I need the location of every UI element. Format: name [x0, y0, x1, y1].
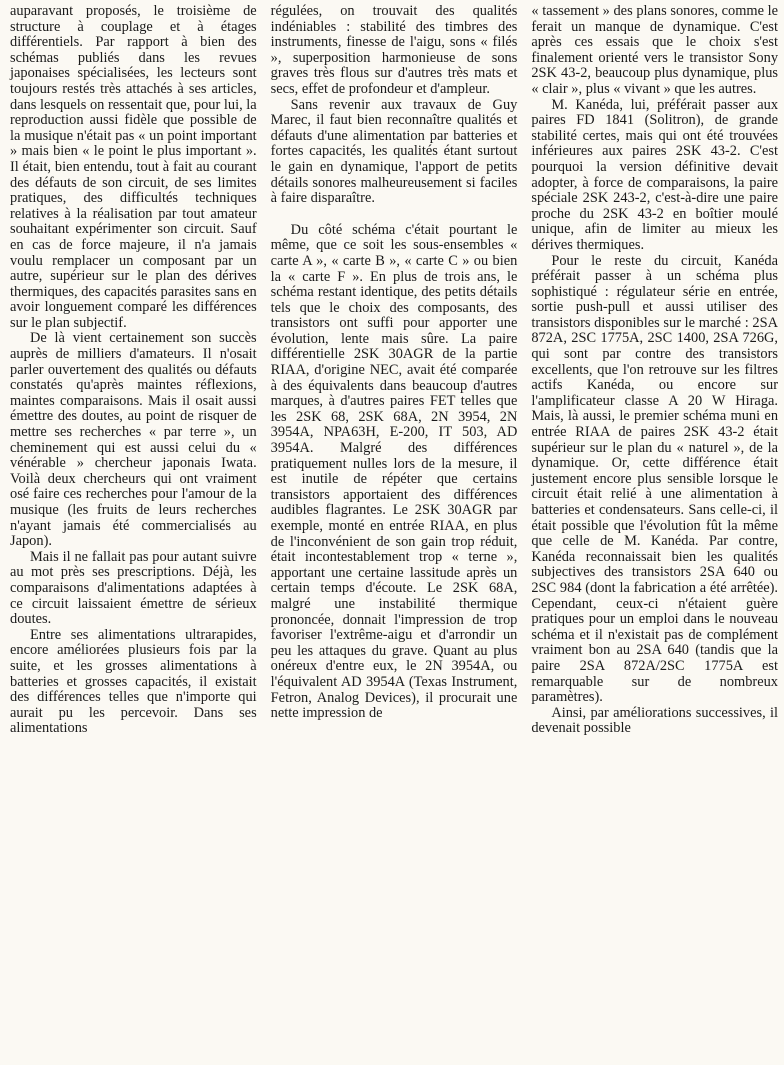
paragraph: Pour le reste du circuit, Kanéda préférait passer à un schéma plus sophistiqué : régulateur série en entrée, sortie push-pull et aussi utiliser des transistors disponibles sur le marché : 2SA 872A, 2SC 1775A, 2SC 1400, 2SA 726G, qui sont par contre des transistors excellents, que l'on retrouve sur les filtres actifs Kanéda, ou encore sur l'amplificateur classe A 20 W Hiraga. Mais, là aussi, le premier schéma muni en entrée RIAA de paires 2SK 43-2 était supérieur sur le plan du « naturel », de la dynamique. Or, cette différence était justement encore plus sensible lorsque le circuit était relié à une alimentation à batteries et condensateurs. Sans celle-ci, il était possible que l'évolution fût la même que celle de M. Kanéda. Par contre, Kanéda reconnaissait bien les qualités subjectives des transistors 2SA 640 ou 2SC 984 (dont la fabrication a été arrêtée). Cependant, ceux-ci n'étaient guère pratiques pour un emploi dans le nouveau schéma et il n'existait pas de complément vraiment bon au 2SA 640 (tandis que la paire 2SA 872A/2SC 1775A est remarquable sur de nombreux paramètres). — [531, 252, 779, 706]
paragraph: Du côté schéma c'était pourtant le même, que ce soit les sous-ensembles « carte A », « carte B », « carte C » ou bien la « carte F ». En plus de trois ans, le schéma restant identique, des petits détails tels que le choix des composants, des transistors ont suffi pour apporter une évolution, lente mais sûre. La paire différentielle 2SK 30AGR de la partie RIAA, d'origine NEC, avait été comparée à des équivalents dans beaucoup d'autres marques, à d'autres paires FET telles que les 2SK 68, 2SK 68A, 2N 3954, 2N 3954A, NPA63H, E-200, IT 503, AD 3954A. Malgré des différences pratiquement nulles lors de la mesure, il est inutile de répéter que certains transistors apportaient des différences audibles flagrantes. Le 2SK 30AGR par exemple, monté en entrée RIAA, en plus de l'inconvénient de son gain trop réduit, était incontestablement trop « terne », apportant une certaine lassitude après un certain temps d'écoute. Le 2SK 68A, malgré une instabilité thermique prononcée, donnait l'impression de trop favoriser l'extrême-aigu et d'arrondir un peu les attaques du grave. Quant au plus onéreux d'entre eux, le 2N 3954A, ou l'équivalent AD 3954A (Texas Instrument, Fetron, Analog Devices), il procurait une nette impression de — [270, 221, 518, 722]
paragraph: Entre ses alimentations ultrarapides, encore améliorées plusieurs fois par la suite, et les grosses alimentations à batteries et grosses capacités, il existait des différences telles que n'importe qui aurait pu les percevoir. Dans ses alimentations — [10, 626, 257, 737]
text-columns — [10, 4, 778, 1065]
paragraph: Sans revenir aux travaux de Guy Marec, il faut bien reconnaître qualités et défauts d'une alimentation par batteries et fortes capacités, les qualités étant surtout le gain en dynamique, l'apport de petits détails sonores malheureusement si faciles à faire disparaître. — [270, 96, 518, 207]
paragraph: Mais il ne fallait pas pour autant suivre au mot près ses prescriptions. Déjà, les comparaisons d'alimentations adaptées à ce circuit laissaient émettre de sérieux doutes. — [10, 548, 257, 628]
column-3 — [531, 4, 778, 1065]
paragraph: régulées, on trouvait des qualités indéniables : stabilité des timbres des instruments, finesse de l'aigu, sons « filés », superposition harmonieuse de sons graves très flous sur d'autres très mats et secs, effet de profondeur et d'ampleur. — [270, 3, 518, 97]
paragraph: M. Kanéda, lui, préférait passer aux paires FD 1841 (Solitron), de grande stabilité certes, mais qui ont été trouvées inférieures aux paires 2SK 43-2. C'est pourquoi la version définitive devait adopter, à force de comparaisons, la paire spéciale 2SK 243-2, c'est-à-dire une paire proche du 2SK 43-2 en boîtier moulé unique, afin de limiter au mieux les dérives thermiques. — [531, 96, 779, 253]
column-1 — [10, 4, 257, 1065]
paragraph: De là vient certainement son succès auprès de milliers d'amateurs. Il n'osait parler ouvertement des qualités ou défauts constatés qu'après maintes réflexions, maintes comparaisons. Mais il osait aussi émettre des doutes, au point de risquer de mettre ses recherches « par terre », un cheminement qui est aussi celui du « vénérable » chercheur japonais Iwata. Voilà deux chercheurs qui ont vraiment osé faire ces recherches pour l'amour de la musique (les fruits de leurs recherches n'ayant jamais été commercialisés au Japon). — [10, 330, 257, 550]
paragraph: auparavant proposés, le troisième de structure à couplage et à étages différentiels. Par rapport à bien des schémas publiés dans les revues japonaises spécialisées, les lecteurs sont toujours restés très attachés à ses articles, dans lesquels on ressentait que, pour lui, la reproduction aussi fidèle que possible de la musique n'était pas « un point important » mais bien « le point le plus important ». Il était, bien entendu, tout à fait au courant des défauts de son circuit, de ses limites pratiques, des difficultés techniques relatives à la réalisation par tout amateur souhaitant expérimenter son circuit. Sauf en cas de force majeure, il n'a jamais voulu remplacer un composant par un autre, supérieur sur le plan des dérives thermiques, des capacités parasites sans en avoir longuement comparé les différences sur le plan subjectif. — [10, 3, 257, 331]
paragraph: Ainsi, par améliorations successives, il devenait possible — [531, 704, 779, 737]
column-2 — [271, 4, 518, 1065]
paragraph: « tassement » des plans sonores, comme le ferait un manque de dynamique. C'est après ces essais que le choix s'est finalement orienté vers le transistor Sony 2SK 43-2, beaucoup plus dynamique, plus « clair », plus « vivant » que les autres. — [531, 3, 779, 97]
